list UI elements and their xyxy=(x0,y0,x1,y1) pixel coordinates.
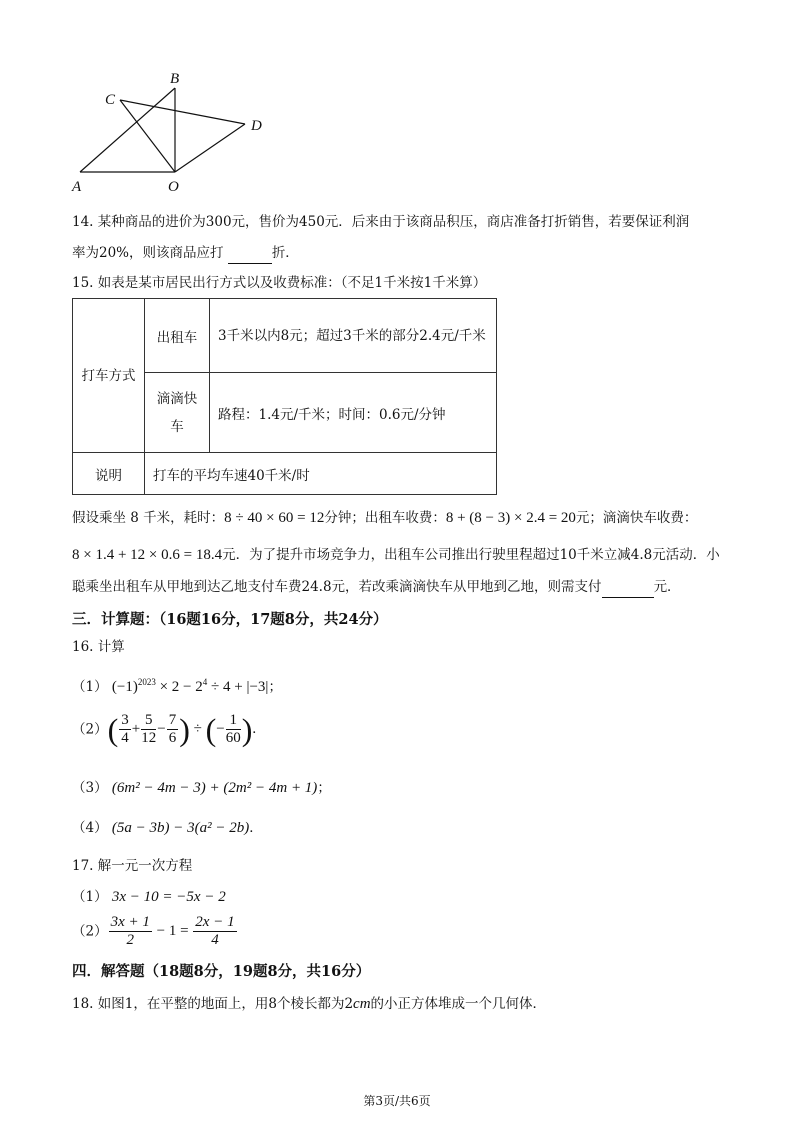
q17-item1-formula: 3x − 10 = −5x − 2 xyxy=(111,889,226,905)
segment-do xyxy=(175,124,245,172)
label-a: A xyxy=(72,179,82,195)
cell-didi-name: 滴滴快车 xyxy=(145,373,210,453)
q18-text-a: 18. 如图1，在平整的地面上，用8个棱长都为2 xyxy=(72,996,354,1012)
page-footer: 第3页/共6页 xyxy=(363,1094,431,1108)
q16-item2 xyxy=(72,712,256,747)
q16-title: 16. 计算 xyxy=(72,639,125,655)
q15-p3-text-b: 元． xyxy=(653,579,681,595)
q17-item1 xyxy=(72,887,226,907)
label-d: D xyxy=(251,118,262,134)
fare-table xyxy=(72,298,497,495)
q14-line1: 14. 某种商品的进价为300元，售价为450元．后来由于该商品积压，商店准备打折销售，若要保证利润 xyxy=(72,214,690,230)
q16-item3-formula: (6m² − 4m − 3) + (2m² − 4m + 1) xyxy=(111,780,318,796)
q15-p1-formula-time: 8 ÷ 40 × 60 = 12 xyxy=(224,510,325,526)
q15-answer-blank[interactable] xyxy=(602,577,654,598)
q15-p1-text-b: 分钟；出租车收费： xyxy=(324,510,446,526)
q17-title: 17. 解一元一次方程 xyxy=(72,858,193,874)
segment-ab xyxy=(80,88,175,172)
cell-didi-rule: 路程：1.4元/千米；时间：0.6元/分钟 xyxy=(210,373,497,453)
q17-item2-formula: $\frac{3x + 1}{2}$ − 1 = $\frac{2x - 1}{4}$ xyxy=(110,914,235,948)
q18-text-b: 的小正方体堆成一个几何体． xyxy=(370,996,547,1012)
q15-p2-formula-didi: 8 × 1.4 + 12 × 0.6 = 18.4 xyxy=(72,547,223,563)
q18-text xyxy=(72,994,546,1014)
q15-p1-formula-taxi: 8 + (8 − 3) × 2.4 = 20 xyxy=(445,510,576,526)
label-c: C xyxy=(105,92,116,108)
q16-item4 xyxy=(72,818,263,838)
q14-text-b: 折． xyxy=(271,245,299,261)
geometry-figure xyxy=(60,60,290,200)
q15-p3-text-a: 聪乘坐出租车从甲地到达乙地支付车费24.8元，若改乘滴滴快车从甲地到乙地，则需支付 xyxy=(72,579,602,595)
q17-item2 xyxy=(72,914,238,949)
q16-item3-tail: ； xyxy=(317,780,331,796)
q16-item1-number: （1） xyxy=(72,679,108,695)
q17-item1-number: （1） xyxy=(72,889,108,905)
q15-p1-text-a: 假设乘坐 8 千米，耗时： xyxy=(72,510,225,526)
section4-heading: 四．解答题（18题8分，19题8分，共16分） xyxy=(72,963,371,980)
q16-item1 xyxy=(72,672,282,697)
section3-heading: 三．计算题：（16题16分，17题8分，共24分） xyxy=(72,611,388,628)
q16-item2-number: （2） xyxy=(72,721,108,738)
q17-item2-number: （2） xyxy=(72,923,108,940)
cell-taxi-rule: 3千米以内8元；超过3千米的部分2.4元/千米 xyxy=(210,299,497,373)
q16-item1-tail: ； xyxy=(268,679,282,695)
cell-taxi-name: 出租车 xyxy=(145,299,210,373)
q15-para3 xyxy=(72,577,681,598)
cell-note-text: 打车的平均车速40千米/时 xyxy=(145,453,497,495)
q14-line2 xyxy=(72,243,299,264)
q16-item2-formula: ( $\frac{3}{4}$ + $\frac{5}{12}$ − $\frac{7}{6}$ ) ÷ (− $\frac{1}{60}$ ). xyxy=(107,711,257,748)
q15-p2-text: 元．为了提升市场竞争力，出租车公司推出行驶里程超过10千米立减4.8元活动．小 xyxy=(222,547,720,563)
label-o: O xyxy=(168,179,179,195)
q16-item1-formula: $(-1)^{2023} \times 2 - 2^4 \div 4 + |-3|$ xyxy=(111,677,269,695)
q14-answer-blank[interactable] xyxy=(228,243,272,264)
q18-unit: cm xyxy=(353,996,371,1012)
q15-p1-text-c: 元；滴滴快车收费： xyxy=(575,510,698,526)
q15-intro: 15. 如表是某市居民出行方式以及收费标准：（不足1千米按1千米算） xyxy=(72,275,487,291)
cell-note-label: 说明 xyxy=(73,453,145,495)
q16-item4-tail: ． xyxy=(249,820,263,836)
segment-co xyxy=(120,100,175,172)
q15-para2 xyxy=(72,545,720,565)
q14-text-a: 率为20%，则该商品应打 xyxy=(72,245,224,261)
q16-item3-number: （3） xyxy=(72,780,108,796)
q16-item3 xyxy=(72,778,331,798)
cell-mode-label: 打车方式 xyxy=(73,299,145,453)
q16-item4-number: （4） xyxy=(72,820,108,836)
q16-item4-formula: (5a − 3b) − 3(a² − 2b) xyxy=(111,820,250,836)
label-b: B xyxy=(170,71,180,87)
q15-para1 xyxy=(72,508,697,528)
